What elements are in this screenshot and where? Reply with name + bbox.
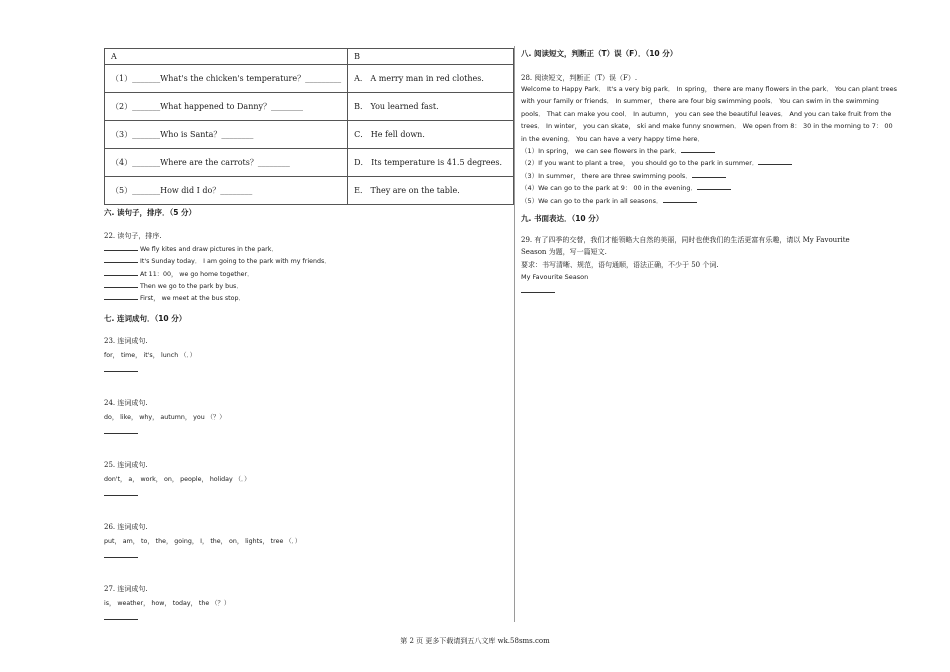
page-footer: 第 2 页 更多下载请到五八文库 wk.58sms.com <box>400 637 550 645</box>
question-28-title: 28. 阅读短文，判断正（T）误（F）. <box>521 74 638 82</box>
table-row <box>105 177 514 205</box>
answer-blank[interactable] <box>681 147 715 153</box>
table-row <box>105 149 514 177</box>
reading-passage <box>521 83 921 145</box>
sentence-text: It's Sunday today． I am going to the park with my friends． <box>140 258 331 266</box>
sentence-text: First， we meet at the bus stop． <box>140 295 245 303</box>
word-list: for， time， it's， lunch （．） <box>104 352 196 360</box>
requirements: 要求：书写清晰、规范，语句通顺，语法正确，不少于 50 个词. <box>521 260 719 269</box>
answer-blank[interactable] <box>104 365 138 372</box>
question-26 <box>104 522 500 558</box>
sentence-text: At 11：00， we go home together． <box>140 270 254 278</box>
answer-cell: C． He fell down． <box>348 121 514 149</box>
statement-item <box>521 170 923 182</box>
question-title: 25. 连词成句. <box>104 461 148 470</box>
statement-item <box>521 145 923 157</box>
ordering-item <box>104 293 500 305</box>
statement-item <box>521 182 923 194</box>
section-6-title: 六. 读句子，排序．（5 分） <box>104 208 197 217</box>
question-29 <box>521 234 923 293</box>
word-list: do， like， why， autumn， you （？） <box>104 414 226 422</box>
table-row <box>105 121 514 149</box>
statement-text: （5）We can go to the park in all seasons． <box>521 196 663 205</box>
question-22-title: 22. 读句子，排序. <box>104 232 162 240</box>
table-row <box>105 65 514 93</box>
answer-blank[interactable] <box>104 294 138 300</box>
question-cell: （4）_______Where are the carrots？________ <box>105 149 348 177</box>
essay-heading: My Favourite Season <box>521 273 589 282</box>
statement-text: （2）If you want to plant a tree， you should go to the park in summer． <box>521 159 759 168</box>
question-title: 24. 连词成句. <box>104 399 148 408</box>
passage-line: with your family or friends． In summer， there are four big swimming pools． You can swim in the swimming <box>521 97 879 106</box>
question-cell: （2）_______What happened to Danny？________ <box>105 93 348 121</box>
true-false-list <box>521 145 923 207</box>
right-column <box>521 48 923 293</box>
answer-blank[interactable] <box>104 245 138 251</box>
col-a-header: A <box>105 49 348 65</box>
ordering-item <box>104 256 500 268</box>
answer-blank[interactable] <box>692 172 726 178</box>
answer-cell: A． A merry man in red clothes． <box>348 65 514 93</box>
answer-blank[interactable] <box>758 159 792 165</box>
answer-blank[interactable] <box>697 184 731 190</box>
question-cell: （1）_______What's the chicken's temperature？_________ <box>105 65 348 93</box>
question-23 <box>104 336 500 372</box>
question-29-prompt-cont: Season 为题，写一篇短文. <box>521 248 607 257</box>
question-cell: （5）_______How did I do？________ <box>105 177 348 205</box>
answer-blank[interactable] <box>104 613 138 620</box>
statement-text: （3）In summer， there are three swimming pools． <box>521 171 692 180</box>
word-list: put， am， to， the， going， I， the， on， lights， tree （．） <box>104 538 302 546</box>
passage-line: pools． That can make you cool． In autumn， you can see the beautiful leaves． And you can take fruit from the <box>521 109 892 118</box>
answer-blank[interactable] <box>104 282 138 288</box>
answer-cell: E． They are on the table． <box>348 177 514 205</box>
question-cell: （3）_______Who is Santa？________ <box>105 121 348 149</box>
word-list: is， weather， how， today， the （？） <box>104 600 231 608</box>
passage-line: Welcome to Happy Park． It's a very big park． In spring， there are many flowers in the park． You can plant trees <box>521 85 898 93</box>
question-title: 23. 连词成句. <box>104 337 148 346</box>
answer-blank[interactable] <box>104 270 138 276</box>
word-list: don't， a， work， on， people， holiday （．） <box>104 476 251 484</box>
col-b-header: B <box>348 49 514 65</box>
ordering-item <box>104 244 500 256</box>
ordering-item <box>104 269 500 281</box>
section-7-title: 七. 连词成句．（10 分） <box>104 314 187 324</box>
table-row <box>105 93 514 121</box>
question-27 <box>104 584 500 620</box>
statement-item <box>521 157 923 169</box>
answer-blank[interactable] <box>104 489 138 496</box>
essay-answer-blank[interactable] <box>521 286 555 293</box>
question-title: 26. 连词成句. <box>104 523 148 532</box>
sentence-text: Then we go to the park by bus． <box>140 282 243 290</box>
sentence-text: We fly kites and draw pictures in the park． <box>140 246 278 253</box>
answer-blank[interactable] <box>663 197 697 203</box>
statement-text: （1）In spring， we can see flowers in the park． <box>521 147 681 156</box>
answer-cell: D． Its temperature is 41.5 degrees． <box>348 149 514 177</box>
question-24 <box>104 398 500 434</box>
passage-line: in the evening． You can have a very happy time here． <box>521 134 704 143</box>
question-29-prompt: 29. 有了四季的交替，我们才能领略大自然的美丽，同时也使我们的生活更富有乐趣，请以 My Favourite <box>521 236 850 245</box>
question-title: 27. 连词成句. <box>104 585 148 594</box>
question-25 <box>104 460 500 496</box>
answer-blank[interactable] <box>104 257 138 263</box>
passage-line: trees． In winter， you can skate， ski and make funny snowmen． We open from 8： 30 in the morning to 7： 00 <box>521 122 893 131</box>
section-9-title: 九. 书面表达．（10 分） <box>521 214 604 224</box>
answer-blank[interactable] <box>104 427 138 434</box>
answer-cell: B． You learned fast． <box>348 93 514 121</box>
statement-item <box>521 195 923 207</box>
ordering-item <box>104 281 500 293</box>
section-8-title: 八. 阅读短文，判断正（T）误（F）．（10 分） <box>521 49 678 58</box>
table-header-row <box>105 49 514 65</box>
left-column <box>104 48 508 620</box>
ordering-list <box>104 244 500 305</box>
answer-blank[interactable] <box>104 551 138 558</box>
matching-table <box>104 48 514 205</box>
statement-text: （4）We can go to the park at 9： 00 in the evening． <box>521 184 697 193</box>
